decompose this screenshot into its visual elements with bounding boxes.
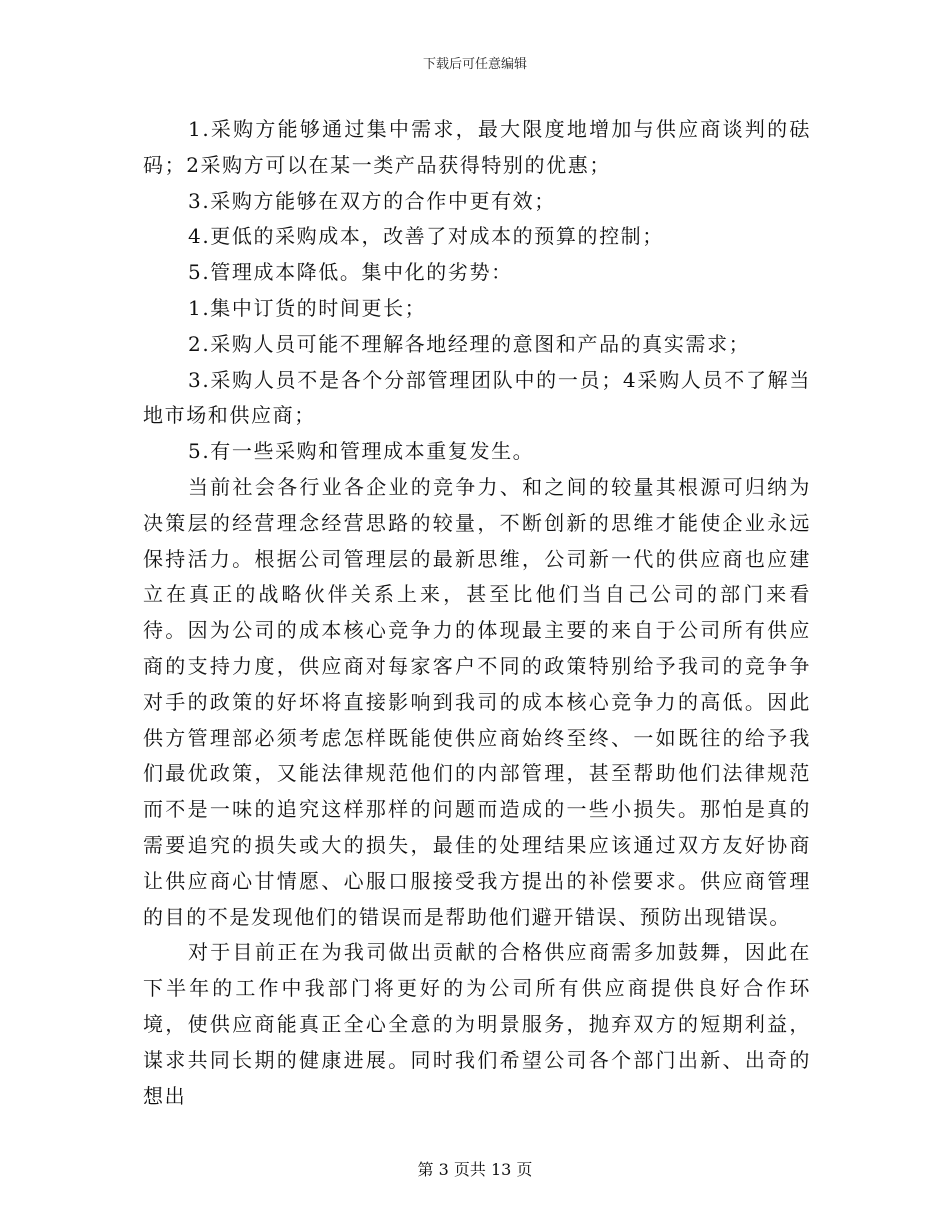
paragraph-8: 5.有一些采购和管理成本重复发生。 — [188, 439, 535, 464]
paragraph-9: 当前社会各行业各企业的竞争力、和之间的较量其根源可归纳为决策层的经营理念经营思路的较量，不断创新的思维才能使企业永远保持活力。根据公司管理层的最新思维，公司新一代的供应商也应建立在真正的战略伙伴关系上来，甚至比他们当自己公司的部门来看待。因为公司的成本核心竞争力的体现最主要的来自于公司所有供应商的支持力度，供应商对每家客户不同的政策特别给予我司的竞争争对手的政策的好坏将直接影响到我司的成本核心竞争力的高低。因此供方管理部必须考虑怎样既能使供应商始终至终、一如既往的给予我们最优政策，又能法律规范他们的内部管理，甚至帮助他们法律规范而不是一味的追究这样那样的问题而造成的一些小损失。那怕是真的需要追究的损失或大的损失，最佳的处理结果应该通过双方友好协商让供应商心甘情愿、心服口服接受我方提出的补偿要求。供应商管理的目的不是发现他们的错误而是帮助他们避开错误、预防出现错误。 — [143, 474, 811, 929]
document-body — [143, 112, 811, 1114]
paragraph-3: 4.更低的采购成本，改善了对成本的预算的控制； — [188, 224, 664, 249]
page-number-footer: 第 3 页共 13 页 — [417, 1160, 533, 1179]
paragraph-5: 1.集中订货的时间更长； — [188, 295, 427, 320]
paragraph-6: 2.采购人员可能不理解各地经理的意图和产品的真实需求； — [188, 331, 751, 356]
paragraph-7: 3.采购人员不是各个分部管理团队中的一员；4采购人员不了解当地市场和供应商； — [143, 367, 811, 428]
paragraph-10: 对于目前正在为我司做出贡献的合格供应商需多加鼓舞，因此在下半年的工作中我部门将更好的为公司所有供应商提供良好合作环境，使供应商能真正全心全意的为明景服务，抛弃双方的短期利益，谋求共同长期的健康进展。同时我们希望公司各个部门出新、出奇的想出 — [143, 940, 811, 1108]
paragraph-4: 5.管理成本降低。集中化的劣势： — [188, 260, 513, 285]
paragraph-2: 3.采购方能够在双方的合作中更有效； — [188, 188, 556, 213]
paragraph-1: 1.采购方能够通过集中需求，最大限度地增加与供应商谈判的砝码；2采购方可以在某一类产品获得特别的优惠； — [143, 117, 811, 177]
page-header-note: 下载后可任意编辑 — [422, 57, 527, 72]
